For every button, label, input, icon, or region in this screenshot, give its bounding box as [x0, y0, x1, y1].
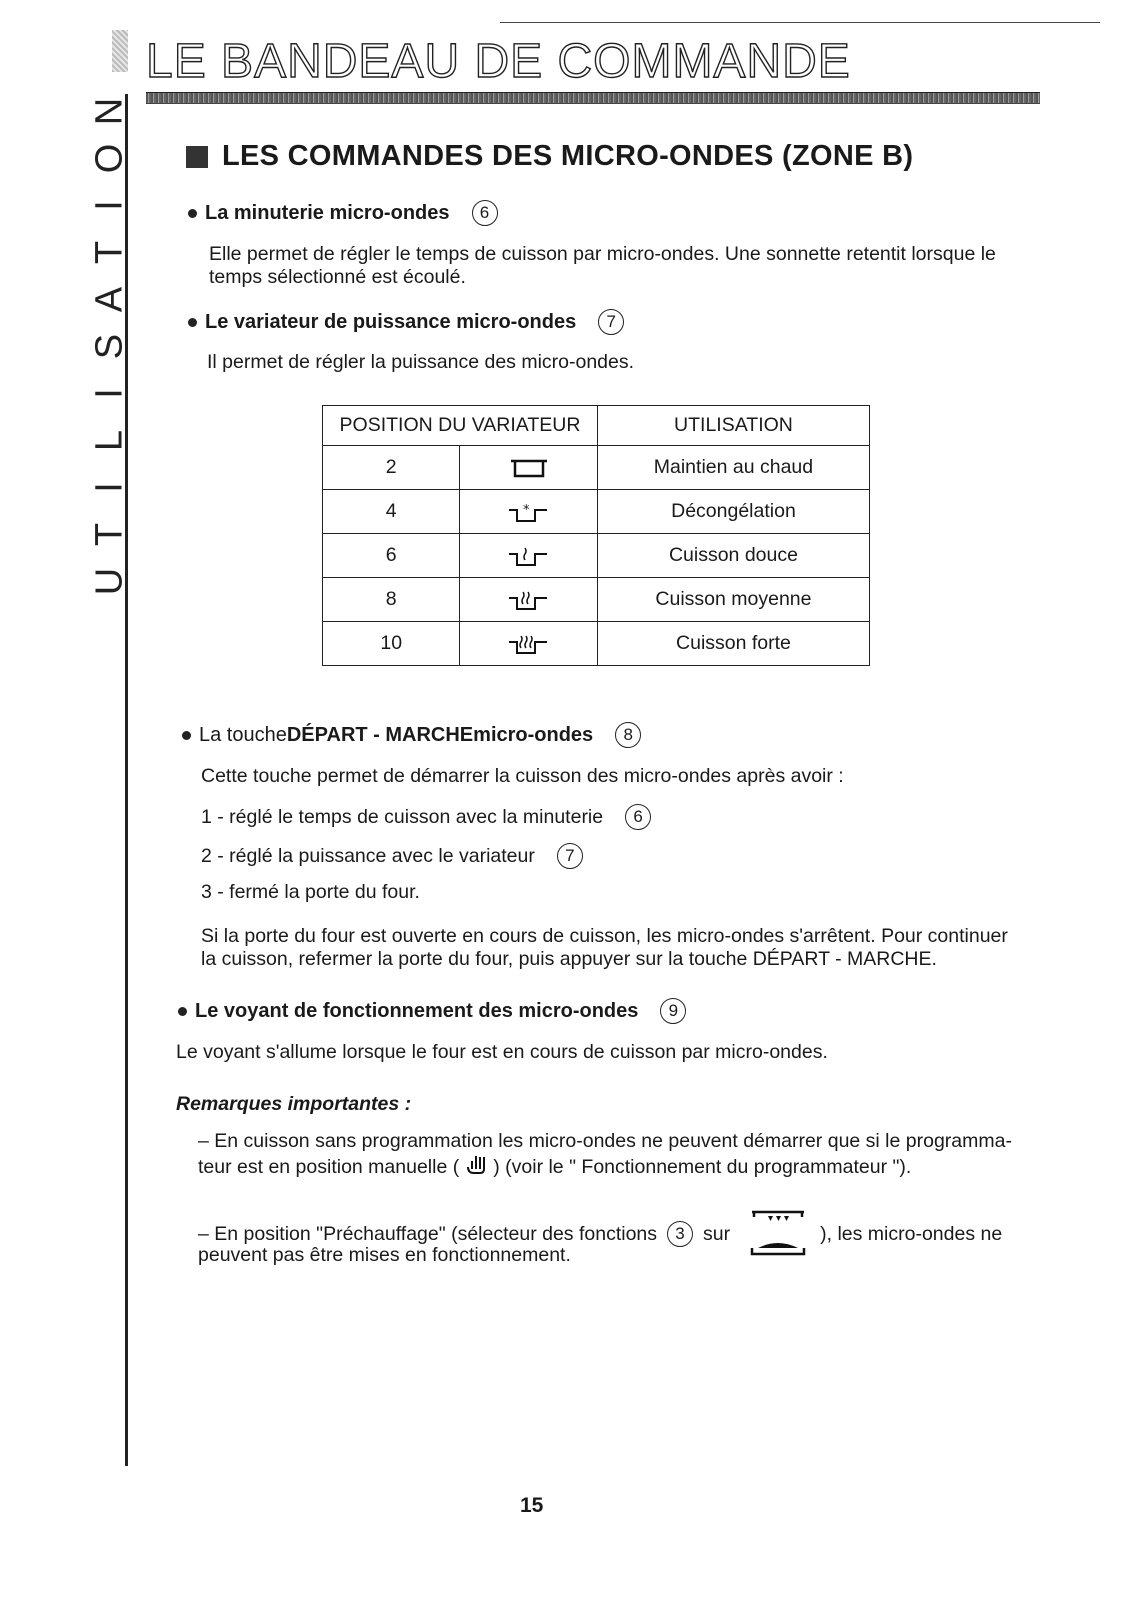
- minuterie-text: [209, 243, 996, 289]
- preheat-icon: [746, 1208, 810, 1264]
- depart-step-text: 2 - réglé la puissance avec le variateur: [201, 844, 535, 867]
- use-cell: Maintien au chaud: [597, 446, 869, 490]
- top-rule: [500, 22, 1100, 23]
- table-header-position: POSITION DU VARIATEUR: [323, 406, 598, 446]
- ref-circle: 7: [598, 309, 624, 335]
- defrost-icon: [460, 490, 598, 534]
- title-underline-bar: [146, 92, 1040, 104]
- depart-heading-post: micro-ondes: [473, 723, 594, 746]
- side-label-letter: I: [88, 200, 131, 211]
- depart-step-text: 1 - réglé le temps de cuisson avec la minuterie: [201, 805, 604, 828]
- depart-note-line: Si la porte du four est ouverte en cours de cuisson, les micro-ondes s'arrêtent. Pour continuer: [201, 925, 1008, 947]
- low-power-icon: [460, 534, 598, 578]
- use-cell: Cuisson forte: [597, 622, 869, 666]
- manual-position-icon: [465, 1153, 487, 1181]
- use-cell: Décongélation: [597, 490, 869, 534]
- corner-decoration: [112, 30, 128, 72]
- note-1-line: – En cuisson sans programmation les micro-ondes ne peuvent démarrer que si le programma-: [198, 1130, 1012, 1152]
- note-1-pre: teur est en position manuelle (: [198, 1155, 460, 1178]
- depart-step: [201, 804, 651, 830]
- note-1: [198, 1130, 1012, 1181]
- ref-circle: 3: [667, 1221, 693, 1247]
- medium-power-icon: [460, 578, 598, 622]
- side-label-letter: N: [88, 97, 131, 126]
- table-row: [323, 490, 870, 534]
- bullet-icon: [188, 318, 197, 327]
- side-label-letter: O: [88, 143, 131, 174]
- keep-warm-icon: [460, 446, 598, 490]
- ref-circle: 6: [472, 200, 498, 226]
- voyant-text: Le voyant s'allume lorsque le four est en cours de cuisson par micro-ondes.: [176, 1041, 828, 1063]
- use-cell: Cuisson douce: [597, 534, 869, 578]
- ref-circle: 6: [625, 804, 651, 830]
- voyant-heading-text: Le voyant de fonctionnement des micro-ondes: [195, 999, 639, 1022]
- note-2-post: ), les micro-ondes ne: [820, 1222, 1003, 1245]
- variateur-heading-text: Le variateur de puissance micro-ondes: [205, 310, 577, 333]
- voyant-heading: [178, 998, 686, 1024]
- position-cell: 10: [323, 622, 460, 666]
- table-header-row: [323, 406, 870, 446]
- section-title: LES COMMANDES DES MICRO-ONDES (ZONE B): [222, 140, 914, 172]
- depart-heading: [182, 722, 641, 748]
- position-cell: 4: [323, 490, 460, 534]
- depart-note: [201, 925, 1008, 971]
- side-label-letter: A: [88, 286, 131, 313]
- side-label-letter: I: [88, 388, 131, 399]
- side-label-letter: T: [88, 522, 131, 547]
- side-label-letter: I: [88, 482, 131, 493]
- table-row: [323, 622, 870, 666]
- svg-text:*: *: [522, 502, 530, 518]
- side-label-letter: T: [88, 240, 131, 265]
- minuterie-line: Elle permet de régler le temps de cuisson par micro-ondes. Une sonnette retentit lorsque le: [209, 243, 996, 265]
- position-cell: 2: [323, 446, 460, 490]
- note-2-mid: sur: [703, 1222, 731, 1245]
- ref-circle: 8: [615, 722, 641, 748]
- depart-intro: Cette touche permet de démarrer la cuisson des micro-ondes après avoir :: [201, 765, 844, 787]
- table-header-use: UTILISATION: [597, 406, 869, 446]
- section-square-icon: [186, 146, 208, 168]
- variateur-heading: [188, 309, 624, 335]
- side-label-letter: L: [88, 429, 131, 452]
- depart-step-text: 3 - fermé la porte du four.: [201, 881, 420, 903]
- use-cell: Cuisson moyenne: [597, 578, 869, 622]
- depart-heading-pre: La touche: [199, 723, 287, 746]
- table-row: [323, 446, 870, 490]
- variateur-text: Il permet de régler la puissance des micro-ondes.: [207, 351, 635, 373]
- table-row: [323, 534, 870, 578]
- bullet-icon: [188, 209, 197, 218]
- depart-step: [201, 881, 420, 904]
- page-title: LE BANDEAU DE COMMANDE: [146, 35, 851, 88]
- minuterie-line: temps sélectionné est écoulé.: [209, 266, 466, 288]
- note-2-pre: – En position "Préchauffage" (sélecteur des fonctions: [198, 1222, 658, 1245]
- position-cell: 8: [323, 578, 460, 622]
- bullet-icon: [182, 731, 191, 740]
- high-power-icon: [460, 622, 598, 666]
- note-1-line: [198, 1153, 1012, 1181]
- ref-circle: 7: [557, 843, 583, 869]
- page-number: 15: [520, 1494, 544, 1517]
- power-setting-table: [322, 405, 870, 666]
- bullet-icon: [178, 1007, 187, 1016]
- notes-heading: Remarques importantes :: [176, 1093, 412, 1115]
- side-label-letter: U: [88, 567, 131, 596]
- minuterie-heading: [188, 200, 498, 226]
- side-label-utilisation: [88, 88, 132, 605]
- position-cell: 6: [323, 534, 460, 578]
- section-heading: [186, 140, 913, 173]
- depart-note-line: la cuisson, refermer la porte du four, puis appuyer sur la touche DÉPART - MARCHE.: [201, 948, 937, 970]
- table-row: [323, 578, 870, 622]
- ref-circle: 9: [660, 998, 686, 1024]
- note-2: [198, 1206, 1002, 1267]
- note-2-line: peuvent pas être mises en fonctionnement.: [198, 1244, 571, 1266]
- depart-step: [201, 843, 583, 869]
- depart-heading-bold: DÉPART - MARCHE: [286, 723, 474, 746]
- side-label-letter: S: [88, 333, 131, 360]
- note-1-post: ) (voir le " Fonctionnement du programmateur ").: [493, 1155, 912, 1178]
- minuterie-heading-text: La minuterie micro-ondes: [205, 201, 450, 224]
